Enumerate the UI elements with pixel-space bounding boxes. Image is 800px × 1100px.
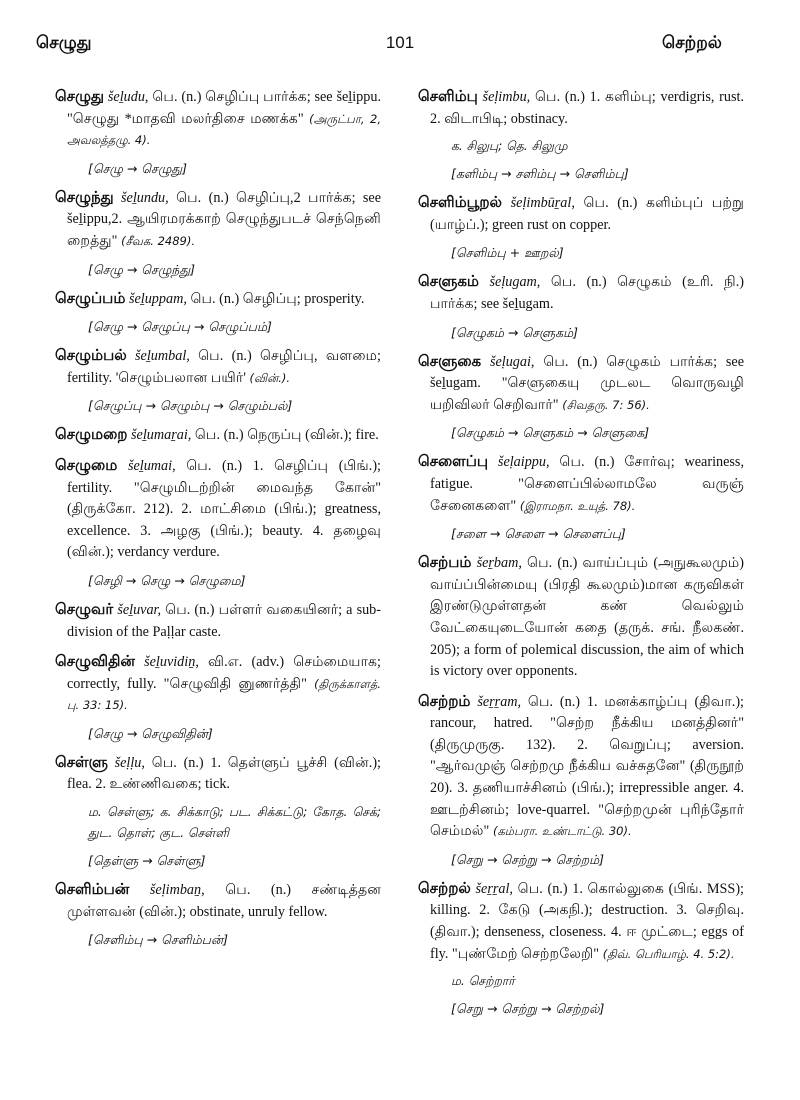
dictionary-entry [418, 691, 744, 870]
definition-text: பெ. (n.) 1. செழிப்பு (பிங்.); fertility. "செழுமிடற்றின் மைவந்த கோன்" (திருக்கோ. 212). 2. மாட்சிமை (பிங்.); greatness, excellence. 3. அழகு (பிங்.); beauty. 4. தழைவு (வின்.); verdancy verdure. [67, 457, 382, 561]
entry-definition [55, 345, 381, 389]
entry-definition [55, 879, 381, 923]
entry-definition [55, 455, 381, 564]
transliteration: šeḻuvidiṉ, [144, 654, 199, 671]
definition-text: பெ. (n.) களிம்புப் பற்று (யாழ்ப்.); green rust on copper. [430, 195, 745, 233]
definition-text: பெ. (n.) 1. மனக்காழ்ப்பு (திவா.); rancour, hatred. "செற்ற நீக்கிய மனத்தினர்" (திருமுருகு. 132). 2. வெறுப்பு; aversion. "ஆர்வமுஞ் செற்றமு நீக்கிய வச்சுதனே" (திருநூற் 20). 3. தணியாச்சினம் (பிங்.); irrepressible anger. 4. ஊடற்சினம்; love-quarrel. "செற்றமுன் புரிந்தோர் செம்மல்" [430, 693, 744, 840]
entry-definition [55, 86, 381, 152]
definition-text: பெ. (n.) செழிப்பு, வளமை; fertility. 'செழும்பலான பயிர்' [67, 348, 382, 386]
running-header [0, 33, 800, 59]
etymology: [சளை → செளை → செளைப்பு] [451, 526, 626, 542]
transliteration: šeṟṟal, [475, 880, 513, 897]
left-column [55, 86, 381, 958]
etymology: [செளிம்பு + ஊறல்] [451, 245, 564, 261]
definition-text: பெ. (n.) 1. கொல்லுகை (பிங். MSS); killing. 2. கேடு (அகநி.); destruction. 3. செறிவு. (திவா.); denseness, closeness. 4. ஈ முட்டை; eggs of fly. "புண்மேற் செற்றலேறி" [430, 880, 744, 962]
dictionary-entry [55, 424, 381, 447]
etymology: [செழுகம் → செளுகம்] [451, 324, 579, 340]
transliteration: šeḷaippu, [497, 454, 550, 471]
headword: செழுந்து [55, 188, 114, 206]
headword: செற்றம் [418, 692, 471, 710]
entry-definition [418, 878, 744, 965]
dictionary-entry [55, 187, 381, 280]
etymology: [செழு → செழுப்பு → செழுப்பம்] [88, 319, 272, 335]
transliteration: šeḷugai, [489, 353, 535, 370]
dictionary-entry [418, 878, 744, 1019]
headword: செள்ளு [55, 753, 108, 771]
entry-definition [418, 451, 744, 517]
definition-text: பெ. (n.) செழிப்பு பார்க்க; see šeḻippu. "செழுது *மாதவி மலர்திசை மணக்க" [67, 89, 382, 127]
headword: செழுப்பம் [55, 289, 126, 307]
definition-text: பெ. (n.) பள்ளர் வகையினர்; a sub-division of the Paḷḷar caste. [67, 601, 381, 640]
transliteration: šeṟbam, [476, 555, 522, 572]
citation: (திவ். பெரியாழ். 4. 5:2). [599, 946, 735, 961]
dictionary-entry [55, 86, 381, 179]
definition-text: பெ. (n.) நெருப்பு (வின்.); fire. [191, 427, 379, 444]
etymology: [களிம்பு → சளிம்பு → செளிம்பு] [451, 166, 629, 182]
transliteration: šeḻuvar, [117, 601, 162, 618]
etymology: [செழு → செழுது] [88, 160, 188, 176]
transliteration: šeḷḷu, [114, 754, 145, 771]
cognates: க. சிலுபு; தெ. சிலுமு [451, 139, 568, 154]
dictionary-entry [418, 86, 744, 184]
headword: செழுமறை [55, 426, 128, 444]
definition-text: வி.எ. (adv.) செம்மையாக; correctly, fully. "செழுவிதி னுணர்த்தி" [67, 654, 381, 692]
dictionary-entry [55, 651, 381, 744]
entry-definition [418, 351, 744, 417]
transliteration: šeḻundu, [121, 189, 169, 206]
definition-text: பெ. (n.) செழுகம் பார்க்க; see šeḻugam. "செளுகையு முடலட வொருவழி யறிவிலர் செறிவார்" [430, 353, 744, 413]
entry-definition [55, 599, 381, 643]
citation: (சிவதரு. 7: 56). [558, 397, 650, 412]
right-column [418, 86, 744, 1027]
definition-text: பெ. (n.) வாய்ப்பும் (அநுகூலமும்) வாய்ப்பின்மையு (பிரதி கூலமும்)மான கருவிகள் இரண்டுமுள்ளதன் கண் வெல்லும் வேட்கையுடையோன் கதை (தருக். சங். நீலகண். 205); a form of polemical discussion, the aim of which is victory over opponents. [430, 555, 745, 680]
headword: செளைப்பு [418, 453, 489, 471]
headword: செழுவிதின் [55, 653, 135, 671]
transliteration: šeṟṟam, [477, 693, 522, 710]
headword: செழும்பல் [55, 347, 127, 365]
headword: செளுகை [418, 352, 482, 370]
definition-text: பெ. (n.) செழிப்பு; prosperity. [186, 290, 365, 307]
dictionary-entry [55, 599, 381, 643]
dictionary-entry [55, 752, 381, 871]
entry-definition [55, 651, 381, 717]
entry-definition [55, 424, 381, 447]
dictionary-entry [55, 345, 381, 416]
entry-definition [418, 86, 744, 130]
entry-definition [55, 187, 381, 253]
etymology: [செழு → செழுந்து] [88, 261, 196, 277]
guide-word-left: செழுது [36, 33, 92, 52]
entry-definition [418, 691, 744, 843]
citation: (இராமநா. உயுத். 78). [516, 498, 636, 513]
dictionary-entry [55, 288, 381, 338]
transliteration: šeḷimbaṉ, [149, 882, 205, 899]
dictionary-entry [418, 351, 744, 444]
etymology: [தெள்ளு → செள்ளு] [88, 853, 206, 869]
definition-text: பெ. (n.) சோர்வு; weariness, fatigue. "செளைப்பில்லாமலே வருஞ் சேனைகளை" [430, 454, 745, 514]
definition-text: பெ. (n.) 1. களிம்பு; verdigris, rust. 2. விடாபிடி; obstinacy. [430, 89, 745, 127]
citation: (சீவக. 2489). [117, 233, 196, 248]
dictionary-entry [418, 192, 744, 263]
citation: (அருட்பா, 2, அவலத்தழு. 4). [67, 111, 381, 148]
definition-text: பெ. (n.) சண்டித்தன முள்ளவன் (வின்.); obstinate, unruly fellow. [67, 882, 381, 920]
transliteration: šeḻumaṟai, [131, 427, 192, 444]
headword: செளிம்பு [418, 88, 478, 105]
etymology: [செழு → செழுவிதின்] [88, 725, 213, 741]
definition-text: பெ. (n.) 1. தெள்ளுப் பூச்சி (வின்.); flea. 2. உண்ணிவகை; tick. [67, 754, 381, 793]
headword: செளுகம் [418, 273, 479, 291]
etymology: [செறு → செற்று → செற்றம்] [451, 851, 605, 867]
headword: செளிம்பன் [55, 881, 130, 899]
cognates: ம. செற்றார் [451, 974, 515, 989]
transliteration: šeḷugam, [489, 274, 541, 291]
etymology: [செழுகம் → செளுகம் → செளுகை] [451, 425, 650, 441]
headword: செற்பம் [418, 554, 472, 572]
etymology: [செழி → செழு → செழுமை] [88, 572, 246, 588]
dictionary-entry [55, 455, 381, 591]
headword: செளிம்பூறல் [418, 194, 502, 212]
transliteration: šeḷimbu, [482, 89, 531, 105]
dictionary-entry [418, 552, 744, 683]
citation: (கம்பரா. உண்டாட்டு. 30). [489, 824, 632, 839]
dictionary-entry [55, 879, 381, 950]
transliteration: šeḻumai, [127, 457, 176, 474]
cognates: ம. செள்ளு; க. சிக்காடு; பட. சிக்கட்டு; கோத. செக்; துட. தொள்; குட. செள்ளி [88, 805, 381, 841]
citation: (வின்.). [245, 370, 291, 385]
dictionary-entry [418, 271, 744, 342]
transliteration: šeḻumbal, [135, 348, 190, 365]
definition-text: பெ. (n.) செழிப்பு,2 பார்க்க; see šeḻippu,2. ஆயிரமரக்காற் செழுந்துபடச் செந்நெனி றைத்து" [67, 189, 381, 249]
headword: செழுவர் [55, 600, 114, 618]
etymology: [செழுப்பு → செழும்பு → செழும்பல்] [88, 398, 293, 414]
citation: (திருக்காளத். பு. 33: 15). [67, 676, 381, 713]
headword: செழுது [55, 88, 105, 105]
etymology: [செளிம்பு → செளிம்பன்] [88, 932, 228, 948]
entry-definition [55, 288, 381, 311]
definition-text: பெ. (n.) செழுகம் (உரி. நி.) பார்க்க; see šeḻugam. [430, 274, 744, 312]
entry-definition [418, 271, 744, 315]
dictionary-entry [418, 451, 744, 544]
headword: செழுமை [55, 456, 118, 474]
entry-definition [418, 552, 744, 683]
entry-definition [418, 192, 744, 236]
guide-word-right: செற்றல் [662, 33, 722, 52]
etymology: [செறு → செற்று → செற்றல்] [451, 1001, 605, 1017]
headword: செற்றல் [418, 879, 471, 897]
transliteration: šeḻuppam, [128, 290, 187, 307]
transliteration: šeḻudu, [107, 89, 149, 105]
entry-definition [55, 752, 381, 796]
transliteration: šeḷimbūṟal, [510, 195, 575, 212]
page-number: 101 [385, 33, 415, 52]
